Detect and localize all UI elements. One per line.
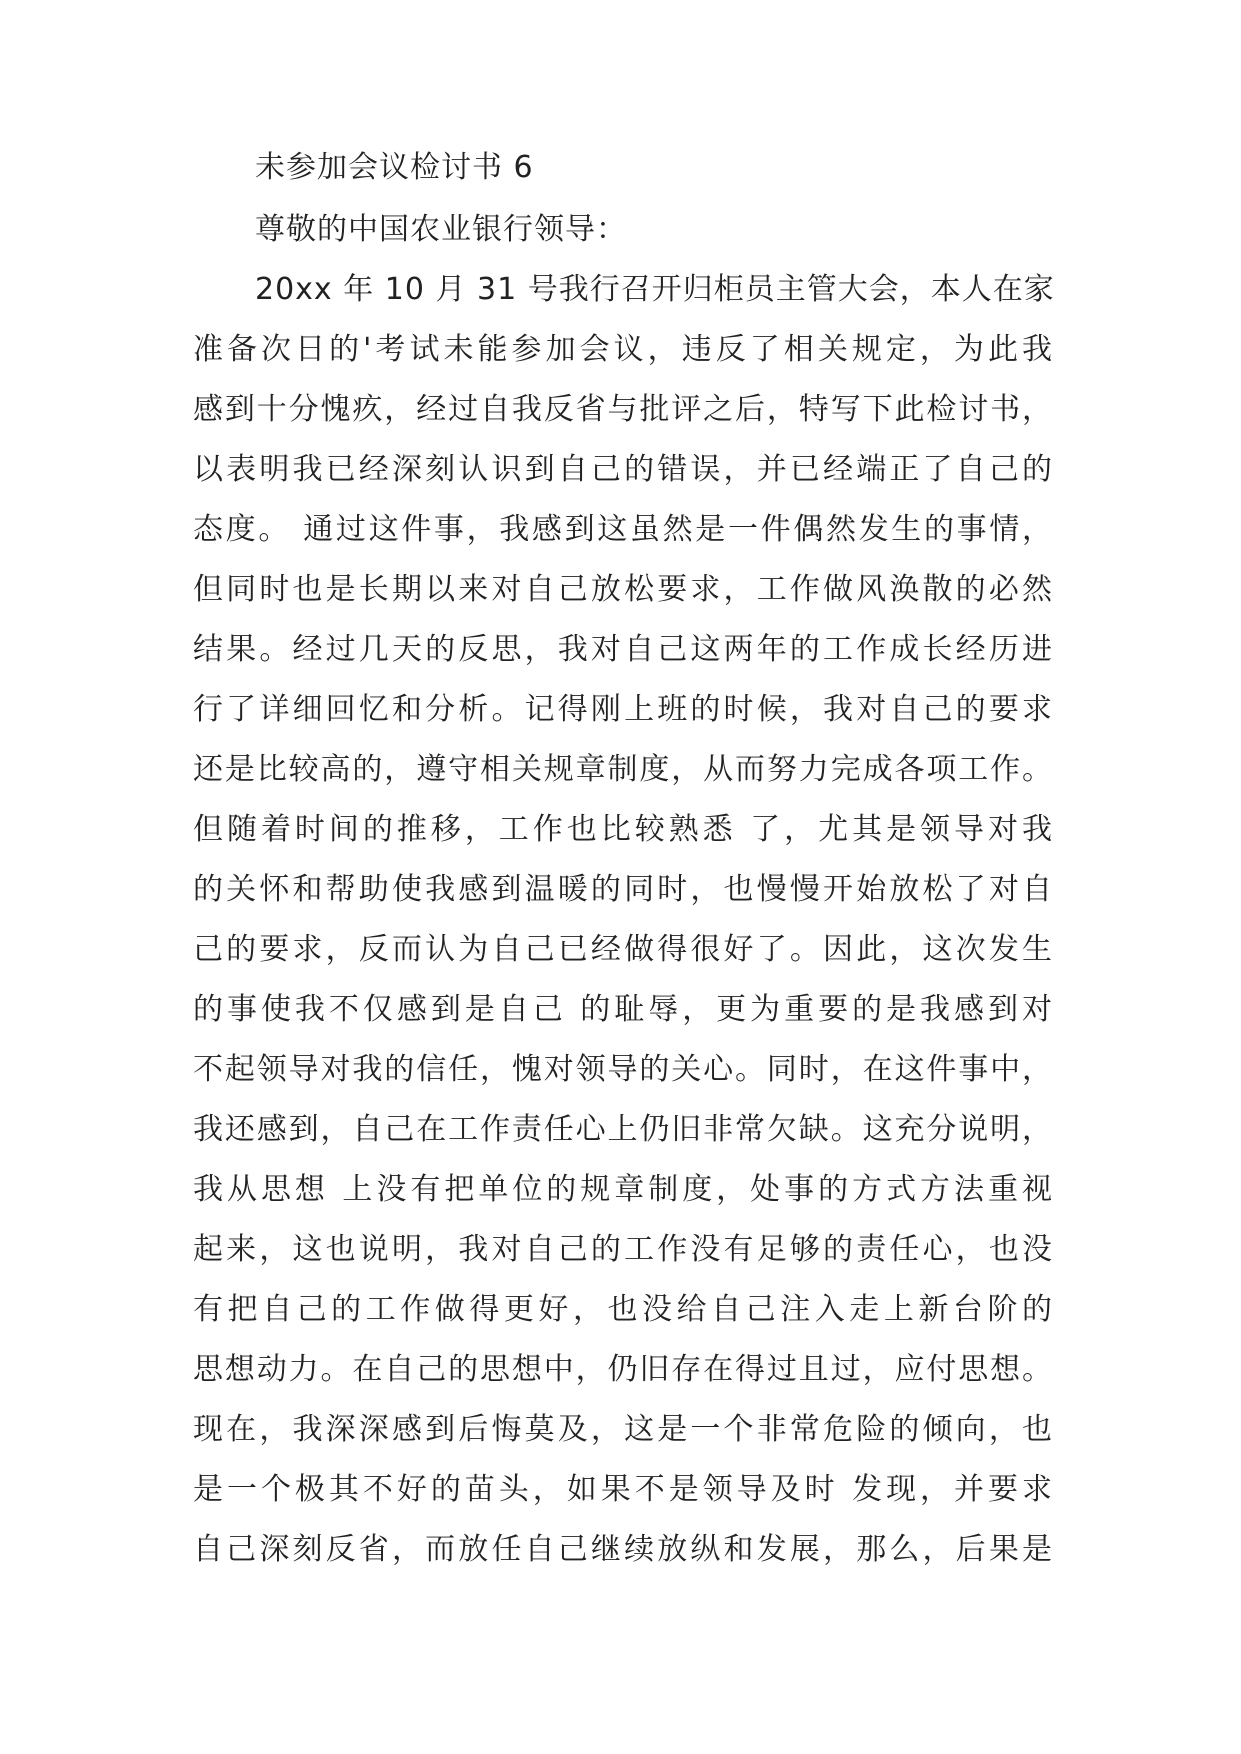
body-line: 态度。 通过这件事，我感到这虽然是一件偶然发生的事情， bbox=[193, 512, 1053, 547]
body-line: 自己深刻反省，而放任自己继续放纵和发展，那么，后果是 bbox=[193, 1532, 1053, 1567]
body-line: 感到十分愧疚，经过自我反省与批评之后，特写下此检讨书， bbox=[193, 392, 1053, 427]
body-line: 结果。经过几天的反思，我对自己这两年的工作成长经历进 bbox=[193, 632, 1053, 667]
body-line: 的事使我不仅感到是自己 的耻辱，更为重要的是我感到对 bbox=[193, 992, 1053, 1027]
body-line: 的关怀和帮助使我感到温暖的同时，也慢慢开始放松了对自 bbox=[193, 872, 1053, 907]
body-line: 现在，我深深感到后悔莫及，这是一个非常危险的倾向，也 bbox=[193, 1412, 1053, 1447]
body-line: 准备次日的'考试未能参加会议，违反了相关规定，为此我 bbox=[193, 332, 1053, 367]
body-line: 有把自己的工作做得更好，也没给自己注入走上新台阶的 bbox=[193, 1292, 1053, 1327]
body-line: 是一个极其不好的苗头，如果不是领导及时 发现，并要求 bbox=[193, 1472, 1053, 1507]
body-line: 但随着时间的推移，工作也比较熟悉 了，尤其是领导对我 bbox=[193, 812, 1053, 847]
body-line: 以表明我已经深刻认识到自己的错误，并已经端正了自己的 bbox=[193, 452, 1053, 487]
body-line: 20xx 年 10 月 31 号我行召开归柜员主管大会，本人在家 bbox=[255, 272, 1055, 307]
body-line: 起来，这也说明，我对自己的工作没有足够的责任心，也没 bbox=[193, 1232, 1053, 1267]
body-line: 还是比较高的，遵守相关规章制度，从而努力完成各项工作。 bbox=[193, 752, 1053, 787]
body-line: 己的要求，反而认为自己已经做得很好了。因此，这次发生 bbox=[193, 932, 1053, 967]
body-line: 但同时也是长期以来对自己放松要求，工作做风涣散的必然 bbox=[193, 572, 1053, 607]
body-line: 不起领导对我的信任，愧对领导的关心。同时，在这件事中， bbox=[193, 1052, 1053, 1087]
body-line: 我从思想 上没有把单位的规章制度，处事的方式方法重视 bbox=[193, 1172, 1053, 1207]
body-line: 思想动力。在自己的思想中，仍旧存在得过且过，应付思想。 bbox=[193, 1352, 1053, 1387]
document-title: 未参加会议检讨书 6 bbox=[255, 150, 534, 185]
salutation: 尊敬的中国农业银行领导： bbox=[255, 212, 627, 247]
body-line: 我还感到，自己在工作责任心上仍旧非常欠缺。这充分说明， bbox=[193, 1112, 1053, 1147]
body-line: 行了详细回忆和分析。记得刚上班的时候，我对自己的要求 bbox=[193, 692, 1053, 727]
